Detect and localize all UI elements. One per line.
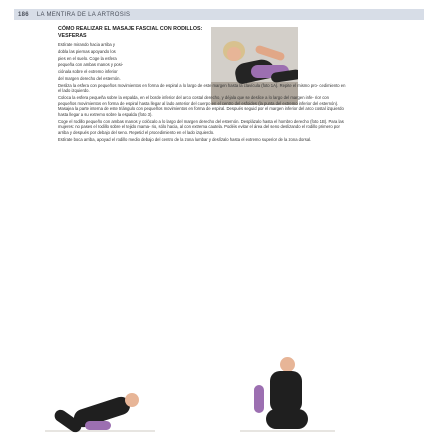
lead-line: pequeña con ambas manos y posi- bbox=[58, 62, 124, 68]
lead-block bbox=[58, 26, 208, 82]
lead-line: del margen derecho del esternón. bbox=[58, 75, 121, 81]
body-paragraph: Estírate boca arriba, apoyad el rodillo medio debajo del centro de la zona lumbar y deslízalo hasta el extremo superior de la zona dorsal. bbox=[58, 136, 312, 142]
woman-lying-roller-illustration bbox=[45, 355, 155, 435]
page-number: 186 bbox=[18, 11, 29, 18]
lead-line: Estírate mirando hacia arriba y bbox=[58, 42, 116, 47]
lying-roller bbox=[85, 421, 111, 430]
article-title: CÓMO REALIZAR EL MASAJE FASCIAL CON RODILLOS: VESFERAS bbox=[58, 26, 203, 39]
illustration-floor bbox=[45, 430, 155, 432]
kneeling-legs bbox=[266, 409, 308, 429]
lead-line: dobla las piernas apoyando los bbox=[58, 48, 116, 54]
page-header bbox=[14, 9, 424, 20]
article-text bbox=[58, 26, 348, 143]
lead-line: ciónala sobre el extremo inferior bbox=[58, 69, 118, 75]
woman-kneeling-roller-illustration bbox=[240, 355, 335, 435]
body-paragraph: Coge el rodillo pequeño con ambas manos y colócalo a lo largo del margen derecho del esternón. Desplázalo hasta el hombro derecho (foto 1B). Para las mujeres: no pases el rodillo sobre el tejido mama- rio, sólo hacia, al con extrema cautela. Podéis evitar el área del seno deslizando el rodillo primero por arriba y después por debajo del seno. Repetid el procedimiento en el lado izquierdo. bbox=[58, 118, 344, 135]
section-title: LA MENTIRA DE LA ARTROSIS bbox=[36, 11, 131, 18]
lead-line: pies en el suelo. Coge la esfera bbox=[58, 55, 117, 61]
kneeling-roller bbox=[254, 385, 264, 413]
kneeling-head bbox=[280, 357, 295, 372]
illustration-floor bbox=[240, 430, 335, 432]
lying-head bbox=[125, 393, 139, 407]
body-paragraph: Desliza la esfera con pequeños movimientos en forma de espiral a lo largo de este margen hasta la clavícula (foto 1A). Repite el mismo pro- cedimiento en el lado izquierdo. bbox=[58, 82, 346, 94]
body-paragraph: Coloca la esfera pequeña sobre la espalda, en el borde inferior del arco costal derecho, y déjala que se deslice a lo largo del margen infe- rior con pequeños movimientos en forma de espiral hasta llegar al lado anterior del cuerpo en el centro del esfoides (la punta del extremo inferior del esternón). Masajea la parte interna de este triángulo con pequeños movimientos en forma de espiral. Después seguid por el margen inferior del arco costal izquierdo hasta llegar a su extremo sobre la espalda (foto 3). bbox=[58, 95, 344, 117]
kneeling-torso bbox=[270, 371, 302, 413]
